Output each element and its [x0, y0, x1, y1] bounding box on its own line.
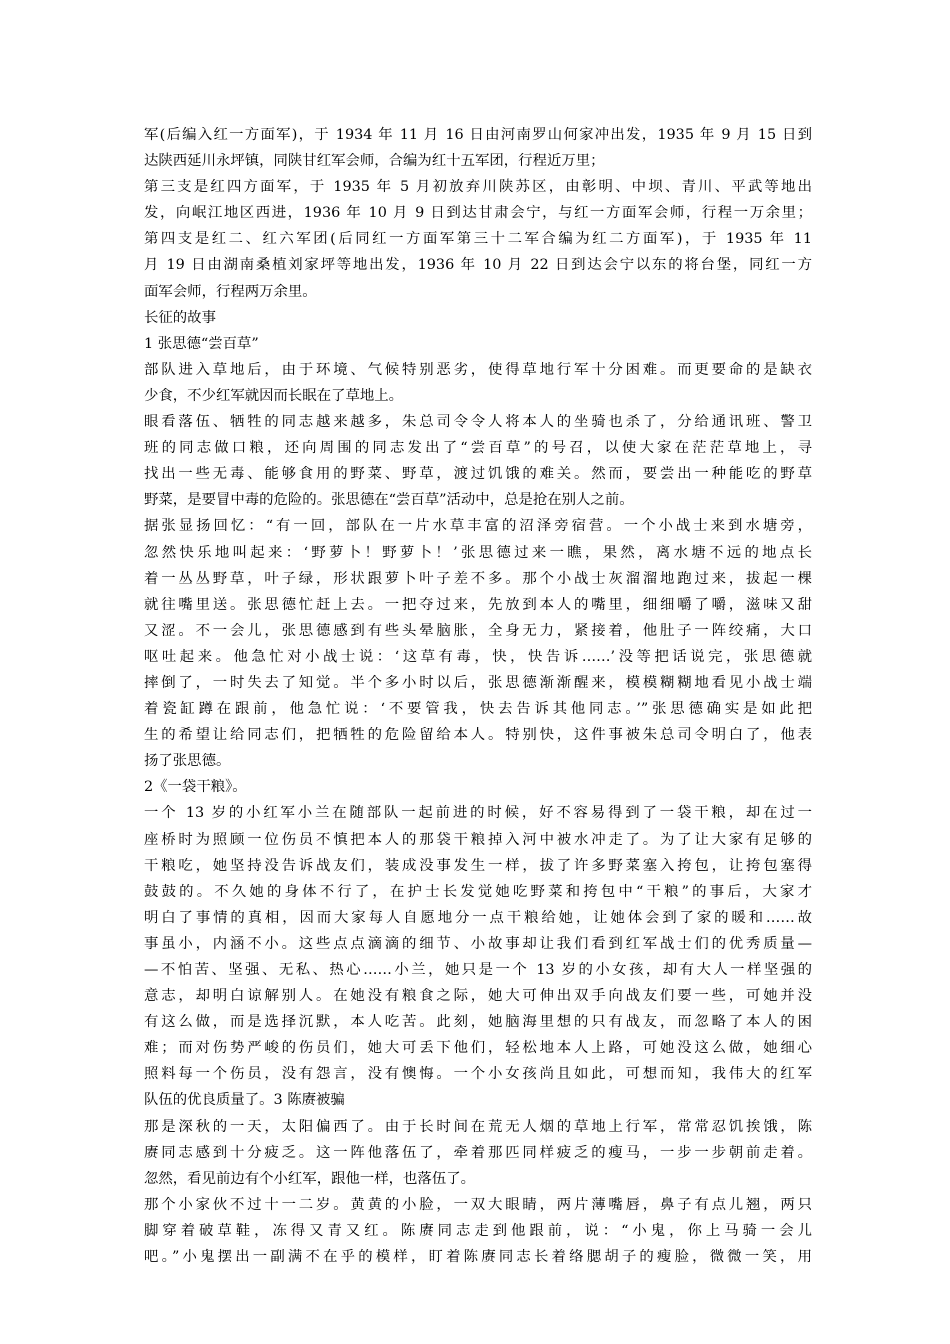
text-line: 第三支是红四方面军，于 1935 年 5 月初放弃川陕苏区，由彰明、中坝、青川、平武等地出: [144, 179, 812, 196]
text-line: 生的希望让给同志们，把牺牲的危险留给本人。特别快，这件事被朱总司令明白了，他表: [144, 727, 812, 744]
text-line: 有这么做，而是选择沉默，本人吃苦。此刻，她脑海里想的只有战友，而忽略了本人的困: [144, 1014, 812, 1031]
text-line: 意志，却明白谅解别人。在她没有粮食之际，她大可伸出双手向战友们要一些，可她并没: [144, 988, 812, 1005]
text-line: 找出一些无毒、能够食用的野菜、野草，渡过饥饿的难关。然而，要尝出一种能吃的野草: [144, 466, 812, 483]
text-line: 着一丛丛野草，叶子绿，形状跟萝卜叶子差不多。那个小战士灰溜溜地跑过来，拔起一棵: [144, 570, 812, 587]
text-line: 眼看落伍、牺牲的同志越来越多，朱总司令令人将本人的坐骑也杀了，分给通讯班、警卫: [144, 414, 812, 431]
text-line: 那是深秋的一天，太阳偏西了。由于长时间在荒无人烟的草地上行军，常常忍饥挨饿，陈: [144, 1118, 812, 1135]
text-line: 座桥时为照顾一位伤员不慎把本人的那袋干粮掉入河中被水冲走了。为了让大家有足够的: [144, 831, 812, 848]
document-page: [144, 122, 812, 1270]
text-line: 摔倒了，一时失去了知觉。半个多小时以后，张思德渐渐醒来，模模糊糊地看见小战士端: [144, 674, 812, 691]
text-line: 吧。”小鬼摆出一副满不在乎的模样，盯着陈赓同志长着络腮胡子的瘦脸，微微一笑，用: [144, 1249, 812, 1266]
text-line: 面军会师，行程两万余里。: [144, 283, 317, 300]
text-line: 队伍的优良质量了。3 陈赓被骗: [144, 1092, 345, 1109]
text-line: 少食，不少红军就因而长眠在了草地上。: [144, 387, 404, 404]
text-line: 呕吐起来。他急忙对小战士说：‘这草有毒，快，快告诉……’没等把话说完，张思德就: [144, 648, 812, 665]
text-line: 忽然快乐地叫起来：‘野萝卜！野萝卜！’张思德过来一瞧，果然，离水塘不远的地点长: [144, 544, 812, 561]
text-line: 赓同志感到十分疲乏。这一阵他落伍了，牵着那匹同样疲乏的瘦马，一步一步朝前走着。: [144, 1144, 812, 1161]
text-line: 班的同志做口粮，还向周围的同志发出了“尝百草”的号召，以使大家在茫茫草地上，寻: [144, 440, 812, 457]
text-line: —不怕苦、坚强、无私、热心……小兰，她只是一个 13 岁的小女孩，却有大人一样坚强的: [144, 962, 812, 978]
text-line: 达陕西延川永坪镇，同陕甘红军会师，合编为红十五军团，行程近万里；: [144, 153, 605, 170]
text-line: 1 张思德“尝百草”: [144, 335, 259, 352]
text-line: 部队进入草地后，由于环境、气候特别恶劣，使得草地行军十分困难。而更要命的是缺衣: [144, 361, 812, 378]
text-line: 发，向岷江地区西进，1936 年 10 月 9 日到达甘肃会宁，与红一方面军会师，行程一万余里；: [144, 205, 812, 222]
text-line: 月 19 日由湖南桑植刘家坪等地出发，1936 年 10 月 22 日到达会宁以东的将台堡，同红一方: [144, 257, 812, 274]
text-line: 那个小家伙不过十一二岁。黄黄的小脸，一双大眼睛，两片薄嘴唇，鼻子有点儿翘，两只: [144, 1196, 812, 1213]
text-line: 照料每一个伤员，没有怨言，没有懊悔。一个小女孩尚且如此，可想而知，我伟大的红军: [144, 1066, 812, 1083]
text-line: 2《一袋干粮》。: [144, 779, 247, 796]
text-line: 一个 13 岁的小红军小兰在随部队一起前进的时候，好不容易得到了一袋干粮，却在过一: [144, 805, 812, 822]
text-line: 干粮吃，她坚持没告诉战友们，装成没事发生一样，拔了许多野菜塞入挎包，让挎包塞得: [144, 857, 812, 874]
text-line: 脚穿着破草鞋，冻得又青又红。陈赓同志走到他跟前，说：“小鬼，你上马骑一会儿: [144, 1222, 812, 1239]
text-line: 事虽小，内涵不小。这些点点滴滴的细节、小故事却让我们看到红军战士们的优秀质量—: [144, 935, 812, 952]
text-line: 难；而对伤势严峻的伤员们，她大可丢下他们，轻松地本人上路，可她没这么做，她细心: [144, 1040, 812, 1057]
text-line: 忽然，看见前边有个小红军，跟他一样，也落伍了。: [144, 1170, 475, 1187]
text-line: 据张显扬回忆：“有一回，部队在一片水草丰富的沼泽旁宿营。一个小战士来到水塘旁，: [144, 518, 812, 535]
text-line: 明白了事情的真相，因而大家每人自愿地分一点干粮给她，让她体会到了家的暖和……故: [144, 909, 812, 926]
text-line: 军(后编入红一方面军)，于 1934 年 11 月 16 日由河南罗山何家冲出发，1935 年 9 月 15 日到: [144, 127, 812, 143]
text-line: 着瓷缸蹲在跟前，他急忙说：‘不要管我，快去告诉其他同志。’”张思德确实是如此把: [144, 701, 812, 718]
text-line: 第四支是红二、红六军团(后同红一方面军第三十二军合编为红二方面军)，于 1935 年 11: [144, 231, 812, 248]
text-line: 长征的故事: [144, 309, 216, 326]
text-line: 鼓鼓的。不久她的身体不行了，在护士长发觉她吃野菜和挎包中“干粮”的事后，大家才: [144, 883, 812, 900]
text-line: 野菜，是要冒中毒的危险的。张思德在“尝百草”活动中，总是抢在别人之前。: [144, 492, 634, 509]
text-line: 就往嘴里送。张思德忙赶上去。一把夺过来，先放到本人的嘴里，细细嚼了嚼，滋味又甜: [144, 596, 812, 613]
text-line: 又涩。不一会儿，张思德感到有些头晕脑胀，全身无力，紧接着，他肚子一阵绞痛，大口: [144, 622, 812, 639]
text-line: 扬了张思德。: [144, 753, 231, 770]
